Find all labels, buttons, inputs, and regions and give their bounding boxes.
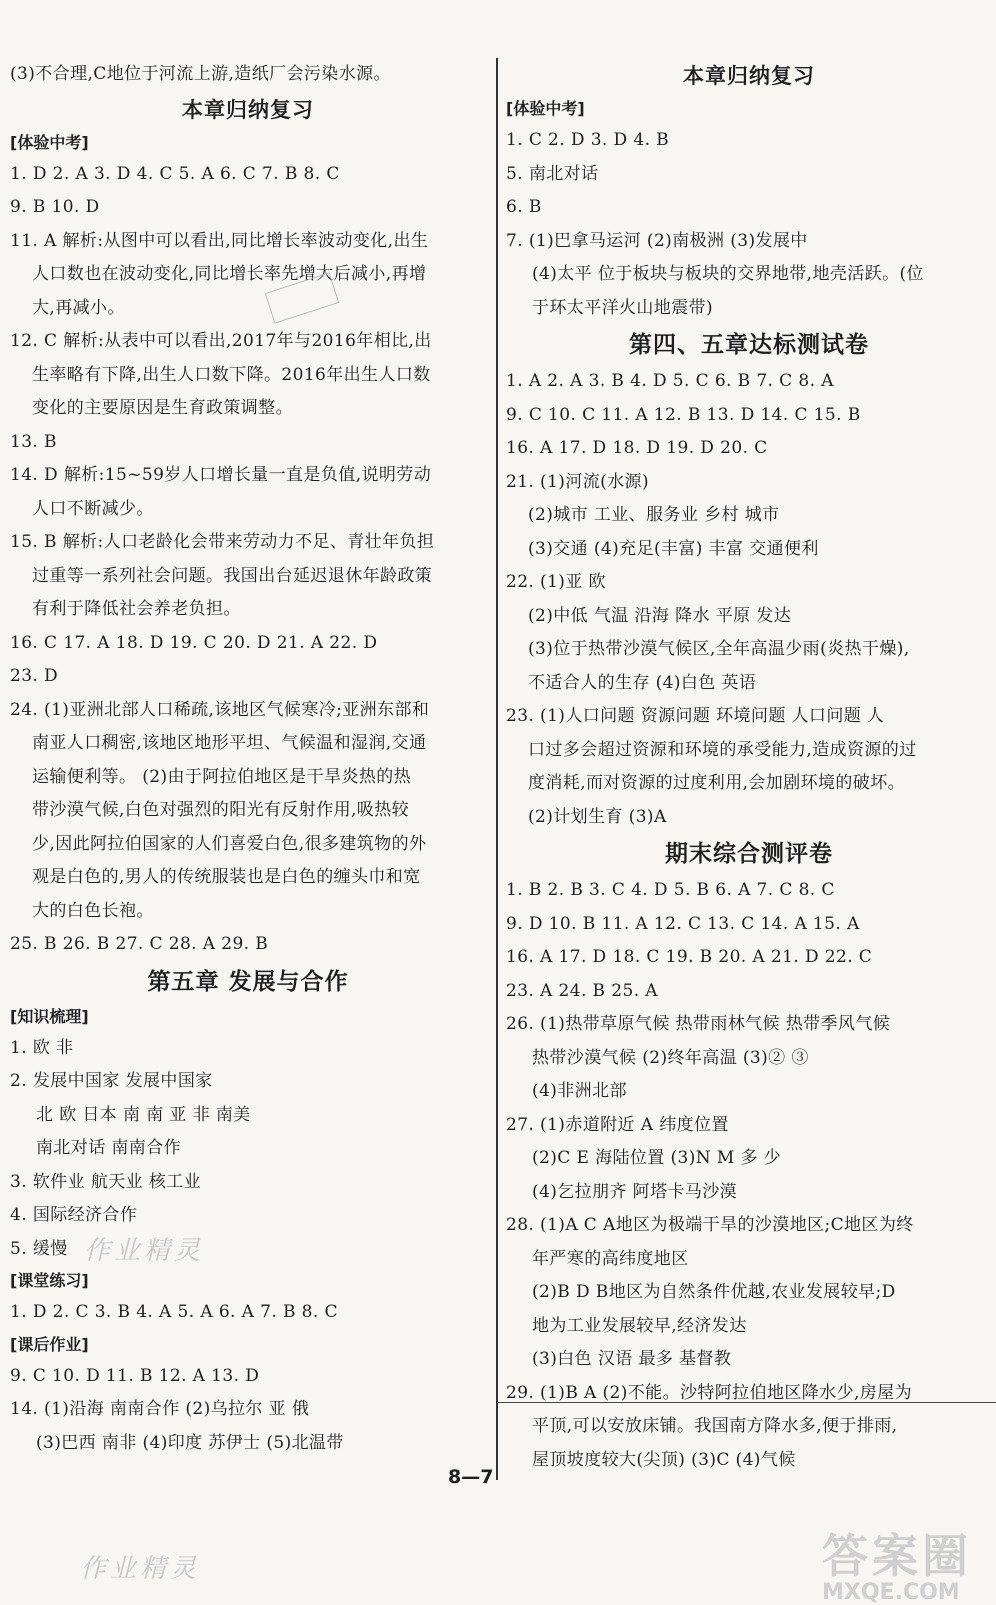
answer-line: 5. 南北对话 <box>506 163 599 184</box>
answer-line: 过重等一系列社会问题。我国出台延迟退休年龄政策 <box>32 565 433 586</box>
answer-line: (4)非洲北部 <box>532 1081 627 1101</box>
answer-line: 少,因此阿拉伯国家的人们喜爱白色,很多建筑物的外 <box>32 833 427 854</box>
subsection-label: [体验中考] <box>506 99 585 118</box>
answer-line: (3)巴西 南非 (4)印度 苏伊士 (5)北温带 <box>36 1432 344 1453</box>
right-column <box>506 58 992 1477</box>
answer-line: 9. B 10. D <box>10 197 100 217</box>
answer-line: 16. C 17. A 18. D 19. C 20. D 21. A 22. D <box>10 632 378 653</box>
answer-line: 23. A 24. B 25. A <box>506 980 658 1001</box>
answer-line: 1. 欧 非 <box>10 1037 74 1058</box>
answer-line: 运输便利等。 (2)由于阿拉伯地区是干旱炎热的热 <box>32 766 412 787</box>
answer-line: 南北对话 南南合作 <box>36 1138 182 1158</box>
answer-line: 5. 缓慢 <box>10 1238 68 1259</box>
answer-line: (3)白色 汉语 最多 基督教 <box>532 1349 732 1369</box>
subsection-label: [课堂练习] <box>10 1271 89 1290</box>
answer-line: 29. (1)B A (2)不能。沙特阿拉伯地区降水少,房屋为 <box>506 1382 912 1403</box>
answer-line: (4)太平 位于板块与板块的交界地带,地壳活跃。(位 <box>532 264 924 284</box>
answer-line: (3)位于热带沙漠气候区,全年高温少雨(炎热干燥), <box>528 639 910 659</box>
logo-url: MXQE.COM <box>822 1580 960 1605</box>
answer-line: 13. B <box>10 431 57 452</box>
watermark-text: 作业精灵 <box>84 1236 205 1266</box>
answer-line: 14. D 解析:15~59岁人口增长量一直是负值,说明劳动 <box>10 465 432 485</box>
section-title: 本章归纳复习 <box>683 64 815 88</box>
answer-line: 9. C 10. C 11. A 12. B 13. D 14. C 15. B <box>506 404 861 425</box>
answer-line: 人口数也在波动变化,同比增长率先增大后减小,再增 <box>32 264 427 284</box>
subsection-label: [知识梳理] <box>10 1006 89 1026</box>
page-number: 8—7 <box>448 1466 494 1488</box>
answer-line: (3)不合理,C地位于河流上游,造纸厂会污染水源。 <box>10 64 391 84</box>
answer-line: 屋顶坡度较大(尖顶) (3)C (4)气候 <box>532 1449 796 1470</box>
answer-line: 变化的主要原因是生育政策调整。 <box>32 398 293 418</box>
answer-line: 1. C 2. D 3. D 4. B <box>506 130 670 150</box>
logo-title: 答案圈 <box>822 1529 972 1583</box>
answer-line: 生率略有下降,出生人口数下降。2016年出生人口数 <box>32 364 431 385</box>
answer-line: 24. (1)亚洲北部人口稀疏,该地区气候寒冷;亚洲东部和 <box>10 699 430 720</box>
answer-line: 23. D <box>10 666 59 686</box>
answer-line: 22. (1)亚 欧 <box>506 572 606 592</box>
answer-line: 大,再减小。 <box>32 297 125 318</box>
subsection-label: [体验中考] <box>10 132 89 152</box>
answer-line: 11. A 解析:从图中可以看出,同比增长率波动变化,出生 <box>10 230 429 251</box>
answer-line: (2)计划生育 (3)A <box>528 806 667 827</box>
section-title: 期末综合测评卷 <box>665 841 833 867</box>
answer-line: 不适合人的生存 (4)白色 英语 <box>528 672 757 693</box>
section-title: 第四、五章达标测试卷 <box>629 332 869 358</box>
answer-line: 1. D 2. C 3. B 4. A 5. A 6. A 7. B 8. C <box>10 1302 338 1322</box>
answer-line: (3)交通 (4)充足(丰富) 丰富 交通便利 <box>528 538 819 559</box>
answer-line: 4. 国际经济合作 <box>10 1205 138 1225</box>
answer-line: 27. (1)赤道附近 A 纬度位置 <box>506 1114 729 1135</box>
answer-line: 12. C 解析:从表中可以看出,2017年与2016年相比,出 <box>10 331 432 351</box>
answer-line: 9. D 10. B 11. A 12. C 13. C 14. A 15. A <box>506 913 860 934</box>
answer-line: 口过多会超过资源和环境的承受能力,造成资源的过 <box>528 739 917 760</box>
answer-line: 1. A 2. A 3. B 4. D 5. C 6. B 7. C 8. A <box>506 371 834 391</box>
answer-line: 带沙漠气候,白色对强烈的阳光有反射作用,吸热较 <box>32 800 410 820</box>
answer-line: 有利于降低社会养老负担。 <box>32 599 241 619</box>
answer-line: 大的白色长袍。 <box>32 900 154 921</box>
answer-line: 年严寒的高纬度地区 <box>532 1248 689 1269</box>
answer-line: 14. (1)沿海 南南合作 (2)乌拉尔 亚 俄 <box>10 1399 310 1419</box>
column-divider <box>496 58 498 1480</box>
answer-line: 平顶,可以安放床铺。我国南方降水多,便于排雨, <box>532 1416 898 1436</box>
answer-line: 3. 软件业 航天业 核工业 <box>10 1171 202 1192</box>
answer-line: 地为工业发展较早,经济发达 <box>532 1315 747 1336</box>
answer-line: 7. (1)巴拿马运河 (2)南极洲 (3)发展中 <box>506 230 808 251</box>
answer-line: 15. B 解析:人口老龄化会带来劳动力不足、青壮年负担 <box>10 532 435 552</box>
site-logo <box>822 1520 972 1605</box>
answer-line: 21. (1)河流(水源) <box>506 471 649 492</box>
answer-line: 1. D 2. A 3. D 4. C 5. A 6. C 7. B 8. C <box>10 163 340 184</box>
answer-line: 2. 发展中国家 发展中国家 <box>10 1071 213 1091</box>
answer-line: 25. B 26. B 27. C 28. A 29. B <box>10 934 269 954</box>
left-column <box>10 58 486 1460</box>
answer-line: 16. A 17. D 18. D 19. D 20. C <box>506 438 768 458</box>
answer-line: 1. B 2. B 3. C 4. D 5. B 6. A 7. C 8. C <box>506 880 835 900</box>
watermark-text-bottom: 作业精灵 <box>80 1554 201 1584</box>
answer-line: 26. (1)热带草原气候 热带雨林气候 热带季风气候 <box>506 1014 891 1034</box>
answer-line: (4)乞拉朋齐 阿塔卡马沙漠 <box>532 1181 738 1202</box>
answer-line: 热带沙漠气候 (2)终年高温 (3)② ③ <box>532 1047 809 1068</box>
answer-line: 9. C 10. D 11. B 12. A 13. D <box>10 1365 260 1386</box>
answer-line: 28. (1)A C A地区为极端干旱的沙漠地区;C地区为终 <box>506 1215 914 1235</box>
answer-line: (2)B D B地区为自然条件优越,农业发展较早;D <box>532 1282 896 1302</box>
answer-line: (2)城市 工业、服务业 乡村 城市 <box>528 505 780 525</box>
answer-line: 南亚人口稠密,该地区地形平坦、气候温和湿润,交通 <box>32 733 427 753</box>
answer-line: 度消耗,而对资源的过度利用,会加剧环境的破坏。 <box>528 773 906 793</box>
answer-line: 观是白色的,男人的传统服装也是白色的缠头巾和宽 <box>32 867 421 887</box>
answer-line: (2)C E 海陆位置 (3)N M 多 少 <box>532 1148 782 1168</box>
answer-line: 北 欧 日本 南 南 亚 非 南美 <box>36 1104 251 1125</box>
section-title: 本章归纳复习 <box>182 97 314 122</box>
answer-line: 人口不断减少。 <box>32 498 154 519</box>
answer-line: 于环太平洋火山地震带) <box>532 297 714 318</box>
subsection-label: [课后作业] <box>10 1334 89 1354</box>
answer-line: 16. A 17. D 18. C 19. B 20. A 21. D 22. C <box>506 947 873 967</box>
answer-line: (2)中低 气温 沿海 降水 平原 发达 <box>528 605 792 626</box>
answer-line: 23. (1)人口问题 资源问题 环境问题 人口问题 人 <box>506 706 885 726</box>
section-title: 第五章 发展与合作 <box>147 968 349 995</box>
answer-line: 6. B <box>506 197 542 217</box>
